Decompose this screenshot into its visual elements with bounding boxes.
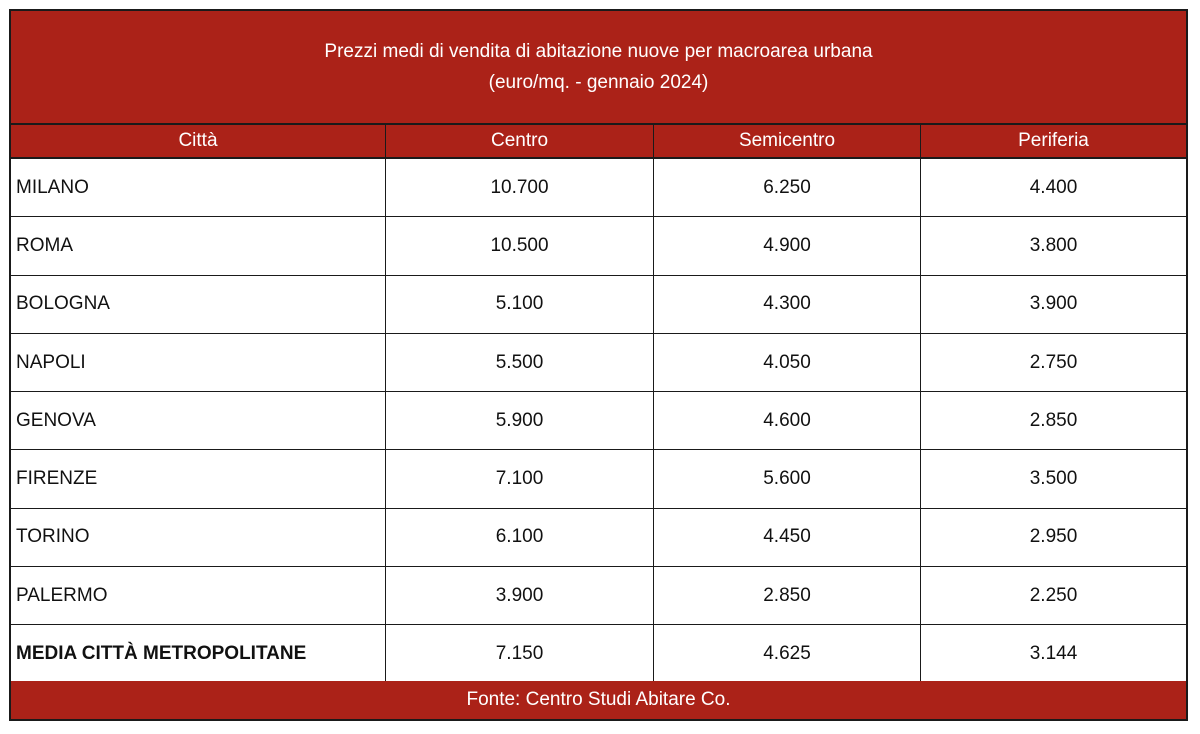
header-centro: Centro bbox=[385, 125, 653, 157]
cell-semicentro: 4.600 bbox=[653, 392, 920, 449]
cell-semicentro: 4.900 bbox=[653, 217, 920, 274]
cell-periferia: 2.950 bbox=[920, 509, 1186, 566]
cell-centro: 10.700 bbox=[385, 159, 653, 216]
cell-periferia: 4.400 bbox=[920, 159, 1186, 216]
cell-semicentro: 5.600 bbox=[653, 450, 920, 507]
header-semicentro: Semicentro bbox=[653, 125, 920, 157]
cell-city: FIRENZE bbox=[16, 468, 98, 490]
summary-centro: 7.150 bbox=[385, 625, 653, 681]
cell-periferia: 2.750 bbox=[920, 334, 1186, 391]
cell-semicentro: 2.850 bbox=[653, 567, 920, 624]
cell-periferia: 2.250 bbox=[920, 567, 1186, 624]
cell-periferia: 3.800 bbox=[920, 217, 1186, 274]
table-row bbox=[11, 276, 1186, 334]
table-row bbox=[11, 392, 1186, 450]
summary-periferia: 3.144 bbox=[920, 625, 1186, 681]
header-citta: Città bbox=[178, 130, 218, 151]
summary-label: MEDIA CITTÀ METROPOLITANE bbox=[16, 642, 307, 664]
cell-city: TORINO bbox=[16, 526, 90, 548]
source-footer bbox=[11, 681, 1186, 719]
cell-periferia: 3.900 bbox=[920, 276, 1186, 333]
summary-row bbox=[11, 625, 1186, 683]
cell-centro: 6.100 bbox=[385, 509, 653, 566]
cell-city: PALERMO bbox=[16, 584, 108, 606]
table-row bbox=[11, 450, 1186, 508]
cell-city: NAPOLI bbox=[16, 351, 86, 373]
table-row bbox=[11, 159, 1186, 217]
table-row bbox=[11, 567, 1186, 625]
summary-semicentro: 4.625 bbox=[653, 625, 920, 681]
table-row bbox=[11, 217, 1186, 275]
cell-centro: 3.900 bbox=[385, 567, 653, 624]
table-row bbox=[11, 509, 1186, 567]
cell-centro: 5.500 bbox=[385, 334, 653, 391]
table-title-block bbox=[11, 11, 1186, 123]
cell-semicentro: 6.250 bbox=[653, 159, 920, 216]
cell-city: MILANO bbox=[16, 176, 89, 198]
cell-periferia: 3.500 bbox=[920, 450, 1186, 507]
cell-city: BOLOGNA bbox=[16, 293, 110, 315]
source-text: Fonte: Centro Studi Abitare Co. bbox=[466, 689, 731, 710]
table-subtitle: (euro/mq. - gennaio 2024) bbox=[488, 72, 709, 93]
cell-centro: 10.500 bbox=[385, 217, 653, 274]
price-table bbox=[9, 9, 1188, 721]
table-title: Prezzi medi di vendita di abitazione nuove per macroarea urbana bbox=[324, 41, 873, 62]
table-body bbox=[11, 159, 1186, 684]
cell-semicentro: 4.450 bbox=[653, 509, 920, 566]
cell-semicentro: 4.300 bbox=[653, 276, 920, 333]
cell-city: ROMA bbox=[16, 234, 73, 256]
table-header-row bbox=[11, 123, 1186, 159]
table-row bbox=[11, 334, 1186, 392]
cell-city: GENOVA bbox=[16, 409, 96, 431]
cell-periferia: 2.850 bbox=[920, 392, 1186, 449]
cell-centro: 5.100 bbox=[385, 276, 653, 333]
header-periferia: Periferia bbox=[920, 125, 1186, 157]
cell-semicentro: 4.050 bbox=[653, 334, 920, 391]
cell-centro: 7.100 bbox=[385, 450, 653, 507]
cell-centro: 5.900 bbox=[385, 392, 653, 449]
